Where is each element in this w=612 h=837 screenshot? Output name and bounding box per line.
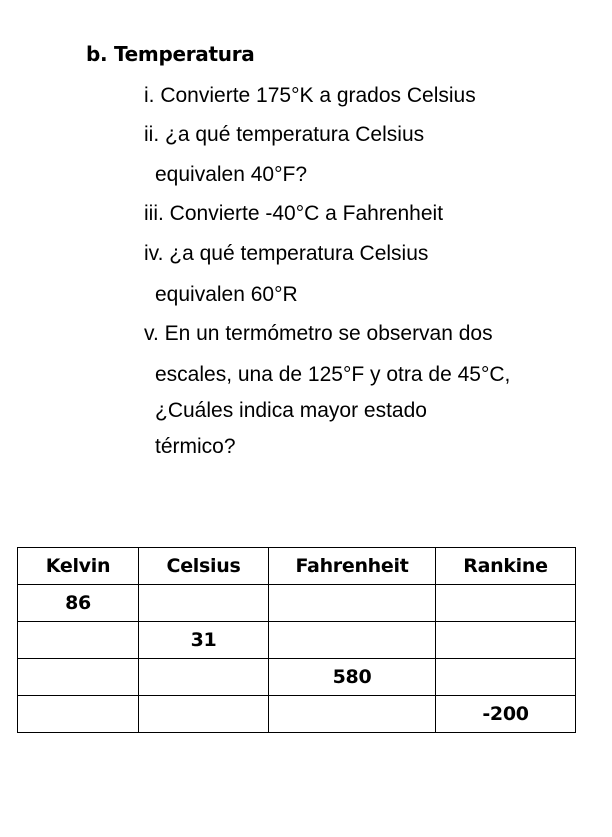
- question-4-continued: equivalen 60°R: [155, 283, 298, 306]
- table-row: [18, 585, 576, 622]
- table-cell: [436, 585, 576, 622]
- question-3: iii. Convierte -40°C a Fahrenheit: [144, 202, 444, 225]
- table-cell: [18, 659, 139, 696]
- table-row: [18, 622, 576, 659]
- header-rankine: Rankine: [436, 548, 576, 585]
- header-kelvin: Kelvin: [18, 548, 139, 585]
- table-cell: [139, 696, 269, 733]
- conversion-table: [17, 547, 576, 733]
- table-cell: [436, 659, 576, 696]
- question-4: iv. ¿a qué temperatura Celsius: [144, 242, 429, 265]
- table-cell: [269, 622, 436, 659]
- table-cell: [18, 622, 139, 659]
- table-cell: 31: [139, 622, 269, 659]
- question-5-line-4: térmico?: [155, 435, 236, 458]
- question-5-line-2: escales, una de 125°F y otra de 45°C,: [155, 363, 511, 386]
- question-5-line-3: ¿Cuáles indica mayor estado: [155, 399, 427, 422]
- table-row: [18, 659, 576, 696]
- header-celsius: Celsius: [139, 548, 269, 585]
- header-fahrenheit: Fahrenheit: [269, 548, 436, 585]
- table-row: [18, 696, 576, 733]
- table-cell: [139, 659, 269, 696]
- question-2-continued: equivalen 40°F?: [155, 163, 308, 186]
- question-5: v. En un termómetro se observan dos: [144, 322, 493, 345]
- table-cell: -200: [436, 696, 576, 733]
- table-cell: [436, 622, 576, 659]
- table-cell: 580: [269, 659, 436, 696]
- table-cell: [139, 585, 269, 622]
- question-1: i. Convierte 175°K a grados Celsius: [144, 84, 476, 107]
- table-cell: [18, 696, 139, 733]
- question-2: ii. ¿a qué temperatura Celsius: [144, 123, 425, 146]
- table-cell: [269, 696, 436, 733]
- table-cell: [269, 585, 436, 622]
- table-header-row: [18, 548, 576, 585]
- table-cell: 86: [18, 585, 139, 622]
- section-heading: b. Temperatura: [86, 42, 255, 66]
